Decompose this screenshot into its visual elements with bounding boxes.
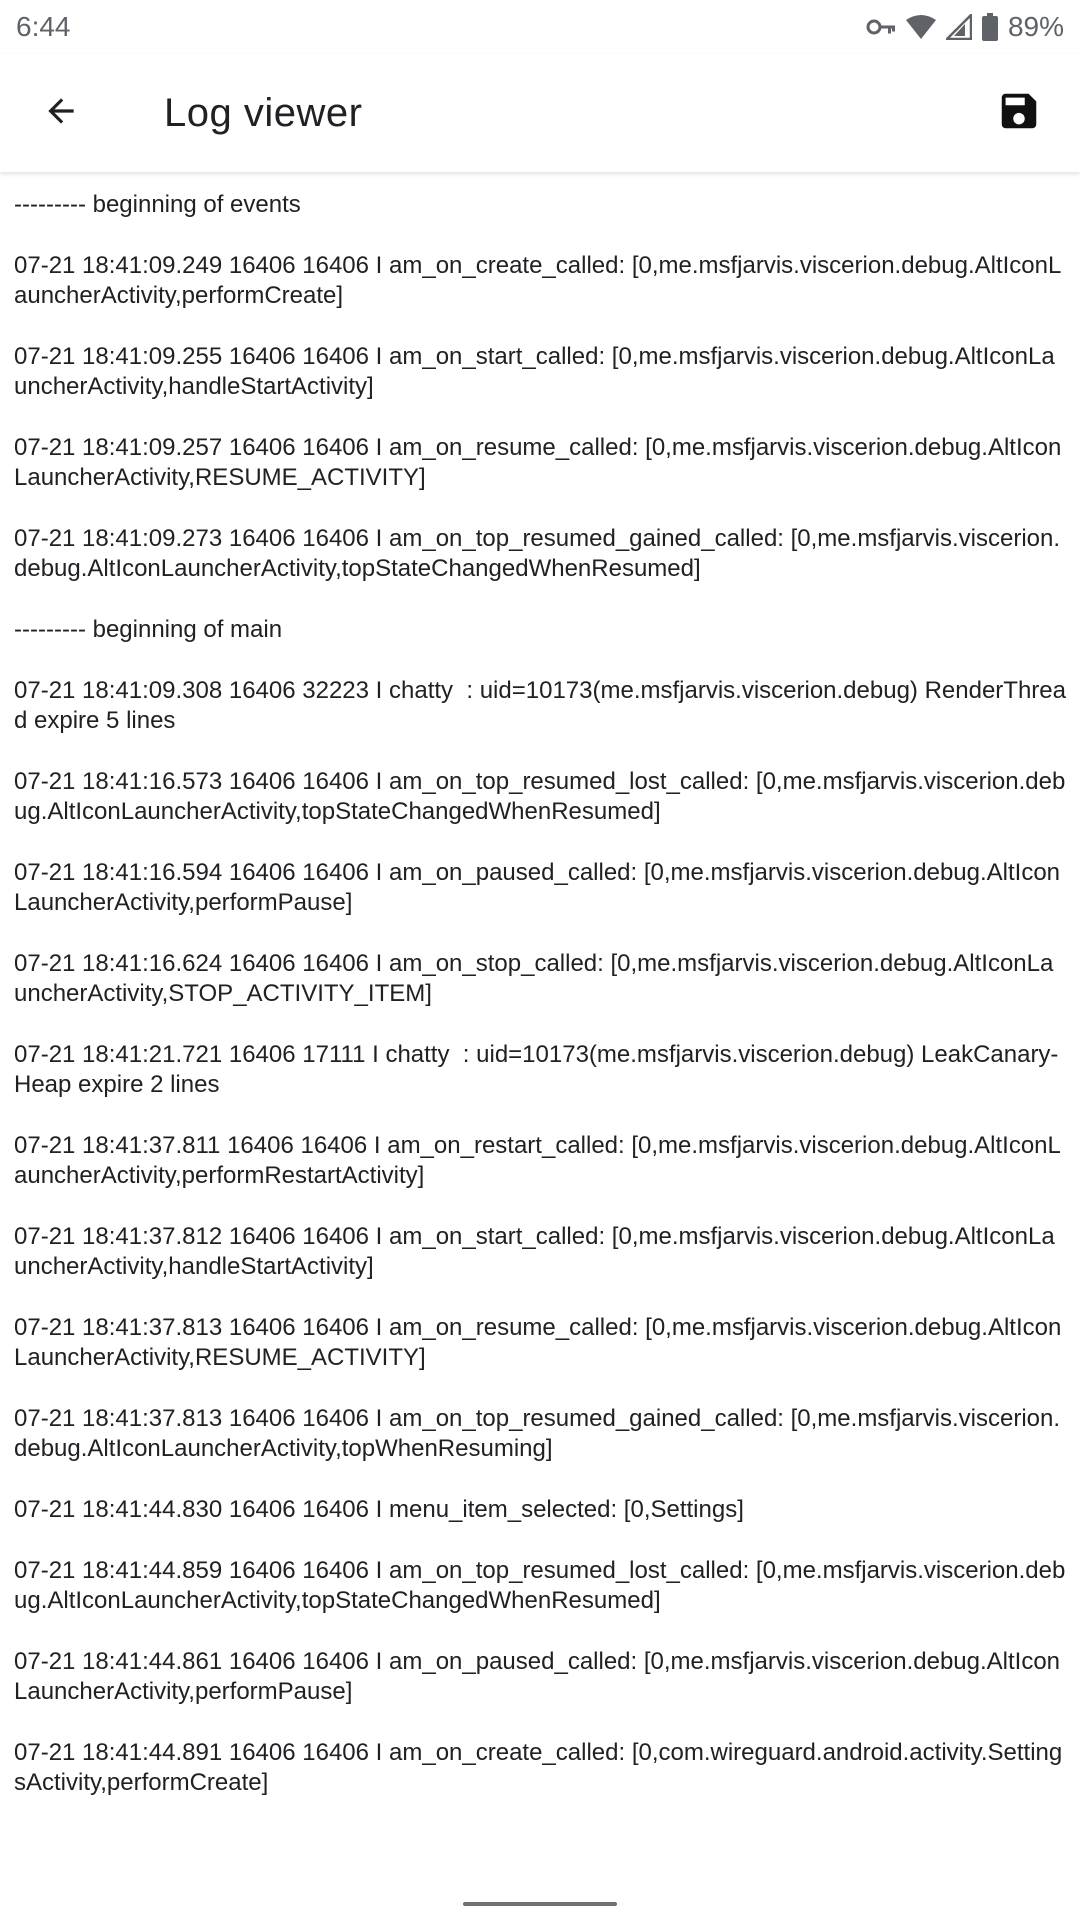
log-entry: 07-21 18:41:16.624 16406 16406 I am_on_stop_called: [0,me.msfjarvis.viscerion.debug.AltIconLauncherActivity,STOP_ACTIVITY_ITEM] bbox=[14, 950, 1054, 1007]
log-list[interactable] bbox=[0, 172, 1080, 1880]
log-entry: 07-21 18:41:37.813 16406 16406 I am_on_top_resumed_gained_called: [0,me.msfjarvis.viscerion.debug.AltIconLauncherActivity,topWhenResuming] bbox=[14, 1405, 1061, 1462]
log-entry: 07-21 18:41:16.594 16406 16406 I am_on_paused_called: [0,me.msfjarvis.viscerion.debug.AltIconLauncherActivity,performPause] bbox=[14, 859, 1061, 916]
log-entry: --------- beginning of main bbox=[14, 616, 283, 643]
arrow-back-icon bbox=[42, 92, 80, 135]
nav-gesture-handle[interactable] bbox=[463, 1902, 617, 1906]
wifi-icon bbox=[906, 14, 936, 40]
battery-percent: 89% bbox=[1007, 11, 1064, 42]
status-time: 6:44 bbox=[16, 11, 71, 42]
log-entry: 07-21 18:41:09.249 16406 16406 I am_on_create_called: [0,me.msfjarvis.viscerion.debug.AltIconLauncherActivity,performCreate] bbox=[14, 252, 1062, 309]
vpn-key-icon bbox=[866, 17, 896, 37]
log-entry: 07-21 18:41:37.813 16406 16406 I am_on_resume_called: [0,me.msfjarvis.viscerion.debug.AltIconLauncherActivity,RESUME_ACTIVITY] bbox=[14, 1314, 1062, 1371]
log-entry: 07-21 18:41:09.257 16406 16406 I am_on_resume_called: [0,me.msfjarvis.viscerion.debug.AltIconLauncherActivity,RESUME_ACTIVITY] bbox=[14, 434, 1062, 491]
log-entry: 07-21 18:41:44.891 16406 16406 I am_on_create_called: [0,com.wireguard.android.activity.SettingsActivity,performCreate] bbox=[14, 1739, 1063, 1796]
log-entry: 07-21 18:41:21.721 16406 17111 I chatty : uid=10173(me.msfjarvis.viscerion.debug) LeakCanary-Heap expire 2 lines bbox=[14, 1041, 1059, 1098]
log-entry: 07-21 18:41:44.859 16406 16406 I am_on_top_resumed_lost_called: [0,me.msfjarvis.viscerion.debug.AltIconLauncherActivity,topStateChangedWhenResumed] bbox=[14, 1557, 1066, 1614]
save-icon bbox=[996, 88, 1042, 139]
status-bar bbox=[0, 0, 1080, 54]
log-entry: 07-21 18:41:44.830 16406 16406 I menu_item_selected: [0,Settings] bbox=[14, 1496, 744, 1523]
save-button[interactable] bbox=[980, 74, 1058, 152]
log-entry: 07-21 18:41:09.255 16406 16406 I am_on_start_called: [0,me.msfjarvis.viscerion.debug.AltIconLauncherActivity,handleStartActivity] bbox=[14, 343, 1055, 400]
log-entry: 07-21 18:41:44.861 16406 16406 I am_on_paused_called: [0,me.msfjarvis.viscerion.debug.AltIconLauncherActivity,performPause] bbox=[14, 1648, 1061, 1705]
page-title: Log viewer bbox=[164, 90, 363, 135]
log-entry: 07-21 18:41:37.812 16406 16406 I am_on_start_called: [0,me.msfjarvis.viscerion.debug.AltIconLauncherActivity,handleStartActivity] bbox=[14, 1223, 1055, 1280]
log-entry: 07-21 18:41:16.573 16406 16406 I am_on_top_resumed_lost_called: [0,me.msfjarvis.viscerion.debug.AltIconLauncherActivity,topStateChangedWhenResumed] bbox=[14, 768, 1066, 825]
back-button[interactable] bbox=[22, 74, 100, 152]
log-entry: 07-21 18:41:09.273 16406 16406 I am_on_top_resumed_gained_called: [0,me.msfjarvis.viscerion.debug.AltIconLauncherActivity,topStateChangedWhenResumed] bbox=[14, 525, 1061, 582]
status-icons bbox=[866, 11, 1064, 43]
log-entry: 07-21 18:41:09.308 16406 32223 I chatty : uid=10173(me.msfjarvis.viscerion.debug) RenderThread expire 5 lines bbox=[14, 677, 1066, 734]
log-entry: --------- beginning of events bbox=[14, 191, 301, 218]
cell-signal-icon bbox=[946, 14, 972, 40]
log-entry: 07-21 18:41:37.811 16406 16406 I am_on_restart_called: [0,me.msfjarvis.viscerion.debug.AltIconLauncherActivity,performRestartActivity] bbox=[14, 1132, 1061, 1189]
battery-icon bbox=[982, 13, 998, 41]
app-bar bbox=[0, 54, 1080, 172]
